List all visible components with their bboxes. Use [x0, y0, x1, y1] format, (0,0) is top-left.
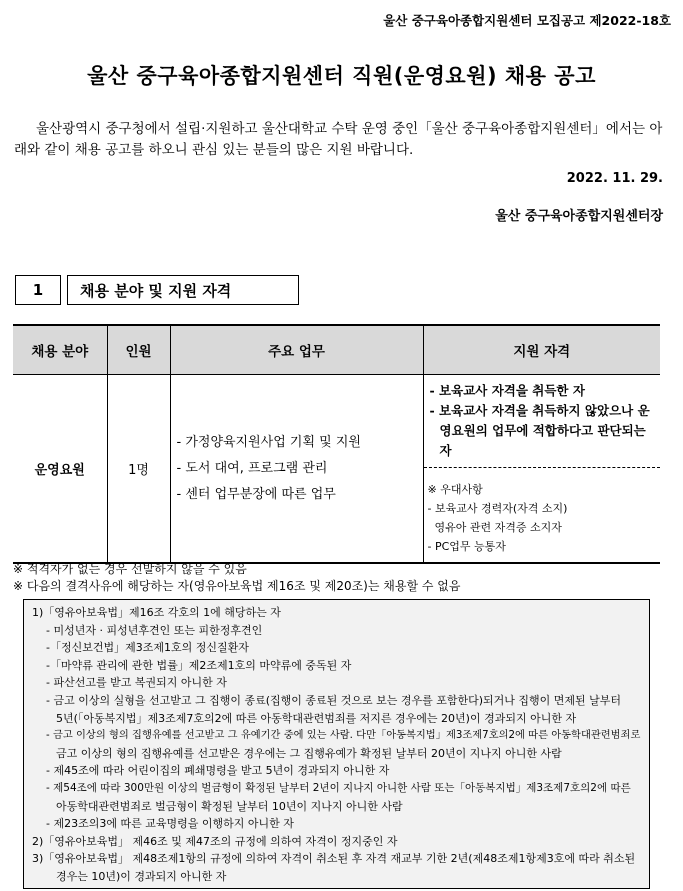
disq-line: 경우는 10년)이 경과되지 아니한 자	[56, 869, 227, 883]
cell-duties	[170, 375, 423, 564]
preferred-heading: ※ 우대사항	[427, 483, 483, 496]
preferred-qualifications	[424, 468, 661, 562]
disq-line: -「마약류 관리에 관한 법률」제2조제1호의 마약류에 중독된 자	[46, 658, 352, 672]
section-title: 채용 분야 및 지원 자격	[67, 275, 299, 305]
header-duties: 주요 업무	[170, 325, 423, 375]
note-line: ※ 다음의 결격사유에 해당하는 자(영유아보육법 제16조 및 제20조)는 채용할 수 없음	[13, 579, 461, 593]
disq-line: 2)「영유아보육법」 제46조 및 제47조의 규정에 의하여 자격이 정지중인 자	[32, 834, 398, 848]
disq-line: 5년(「아동복지법」제3조제7호의2에 따른 아동학대관련범죄를 저지른 경우에는 20년)이 경과되지 아니한 자	[56, 711, 577, 725]
cell-qualifications	[423, 375, 660, 564]
note-line: ※ 적격자가 없는 경우 선발하지 않을 수 있음	[13, 562, 247, 576]
disq-line: - 금고 이상의 실형을 선고받고 그 집행이 종료(집행이 종료된 것으로 보는 경우를 포함한다)되거나 집행이 면제된 날부터	[46, 693, 622, 707]
disq-line: 금고 이상의 형의 집행유예를 선고받은 경우에는 그 집행유예가 확정된 날부터 20년이 지나지 아니한 사람	[56, 746, 562, 760]
required-item: - 보육교사 자격을 취득하지 않았으나 운영요원의 업무에 적합하다고 판단되는 자	[429, 403, 650, 458]
disq-line: - 제23조의3에 따른 교육명령을 이행하지 아니한 자	[46, 817, 294, 831]
disq-line: 아동학대관련범죄로 벌금형이 확정된 날부터 10년이 지나지 아니한 사람	[56, 799, 403, 813]
issuer: 울산 중구육아종합지원센터장	[495, 209, 663, 224]
disq-line: - 제54조에 따라 300만원 이상의 벌금형이 확정된 날부터 2년이 지나지 아니한 사람 또는「아동복지법」제3조제7호의2에 따른	[46, 781, 631, 794]
recruitment-table	[13, 324, 660, 564]
duty-item: - 도서 대여, 프로그램 관리	[176, 460, 328, 476]
header-count: 인원	[107, 325, 170, 375]
preferred-item: 영유아 관련 자격증 소지자	[427, 521, 562, 534]
disq-line: 3)「영유아보육법」 제48조제1항의 규정에 의하여 자격이 취소된 후 자격 재교부 기한 2년(제48조제1항제3호에 따라 취소된	[32, 852, 636, 866]
disq-line: - 파산선고를 받고 복권되지 아니한 자	[46, 676, 227, 690]
disqualification-box	[23, 599, 650, 889]
header-qualifications: 지원 자격	[423, 325, 660, 375]
preferred-item: - 보육교사 경력자(자격 소지)	[427, 502, 568, 515]
notice-date: 2022. 11. 29.	[566, 171, 663, 186]
duty-item: - 센터 업무분장에 따른 업무	[176, 486, 336, 502]
required-qualifications	[424, 375, 661, 468]
duty-item: - 가정양육지원사업 기획 및 지원	[176, 434, 361, 450]
cell-count: 1명	[107, 375, 170, 564]
preferred-item: - PC업무 능통자	[427, 540, 506, 553]
disq-line: - 미성년자 · 피성년후견인 또는 피한정후견인	[46, 623, 263, 637]
intro-paragraph: 울산광역시 중구청에서 설립·지원하고 울산대학교 수탁 운영 중인「울산 중구육아종합지원센터」에서는 아래와 같이 채용 공고를 하오니 관심 있는 분들의 많은 지원 바랍니다.	[14, 121, 663, 158]
table-row	[13, 375, 660, 564]
notice-number: 울산 중구육아종합지원센터 모집공고 제2022-18호	[383, 13, 671, 28]
section-number: 1	[15, 275, 61, 305]
header-field: 채용 분야	[13, 325, 107, 375]
page-title: 울산 중구육아종합지원센터 직원(운영요원) 채용 공고	[87, 64, 596, 88]
disq-line: - 금고 이상의 형의 집행유예를 선고받고 그 유예기간 중에 있는 사람. 다만「아동복지법」제3조제7호의2에 따른 아동학대관련범죄로	[46, 729, 641, 742]
table-header-row	[13, 325, 660, 375]
disq-line: -「정신보건법」제3조제1호의 정신질환자	[46, 641, 249, 655]
cell-field: 운영요원	[13, 375, 107, 564]
required-item: - 보육교사 자격을 취득한 자	[429, 383, 585, 398]
disq-line: - 제45조에 따라 어린이집의 폐쇄명령을 받고 5년이 경과되지 아니한 자	[46, 764, 390, 778]
disq-line: 1)「영유아보육법」제16조 각호의 1에 해당하는 자	[32, 606, 281, 619]
